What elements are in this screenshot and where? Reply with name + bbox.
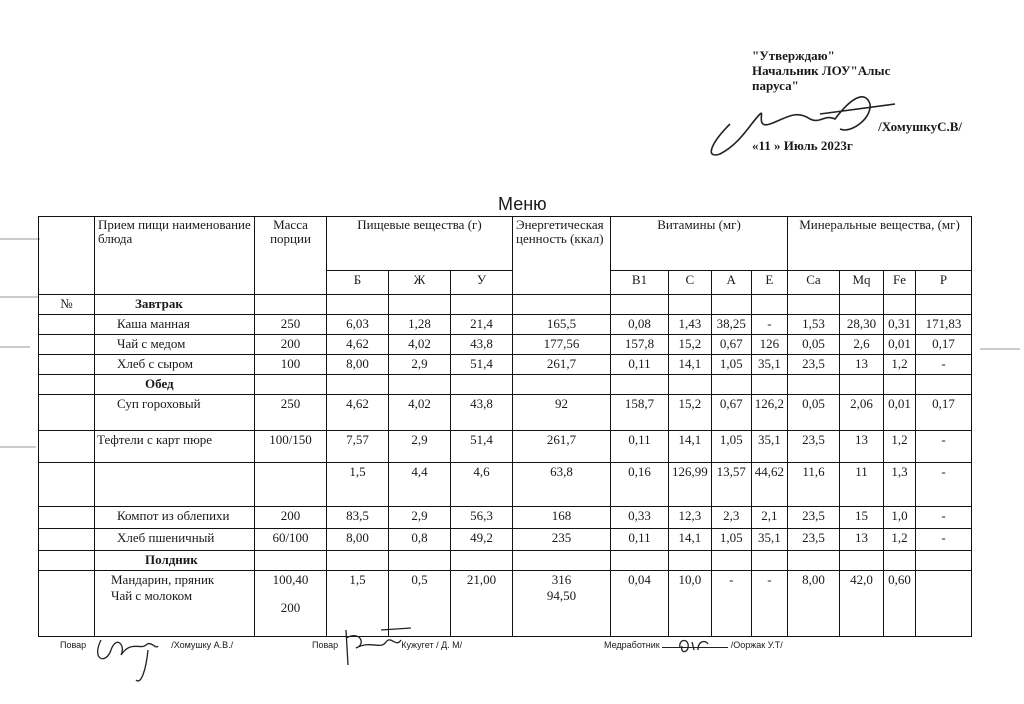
cell-p: 0,17	[916, 395, 972, 431]
approval-line-2: Начальник ЛОУ"Алыс	[752, 63, 891, 78]
cell-c: 12,3	[669, 507, 712, 529]
cell-ca: 23,5	[788, 529, 840, 551]
cell-b: 8,00	[327, 529, 389, 551]
cell-name: Хлеб с сыром	[95, 355, 255, 375]
approval-signer: /ХомушкуС.В/	[878, 119, 962, 134]
header-vitamins: Витамины (мг)	[611, 217, 788, 271]
snack-name-2: Чай с молоком	[111, 588, 193, 603]
cell-b: 4,62	[327, 395, 389, 431]
snack-b: 1,5	[327, 571, 389, 637]
cell-e: 126,2	[751, 395, 787, 431]
snack-name-1: Мандарин, пряник	[111, 572, 215, 587]
nurse-signature	[676, 634, 716, 656]
header-minerals: Минеральные вещества, (мг)	[788, 217, 972, 271]
cell-e: 35,1	[751, 529, 787, 551]
cell-ca: 23,5	[788, 507, 840, 529]
snack-c: 10,0	[669, 571, 712, 637]
cell-e: 35,1	[751, 355, 787, 375]
table-row	[39, 395, 972, 431]
cell-mq: 13	[840, 355, 884, 375]
cell-ca: 1,53	[788, 315, 840, 335]
approval-line-1: "Утверждаю"	[752, 48, 835, 63]
cell-fe: 1,2	[884, 431, 916, 463]
snack-fe: 0,60	[884, 571, 916, 637]
cell-u: 21,4	[451, 315, 513, 335]
cell-mq: 13	[840, 529, 884, 551]
cell-b1: 0,11	[611, 529, 669, 551]
table-row	[39, 431, 972, 463]
cell-e: 44,62	[751, 463, 787, 507]
cell-zh: 2,9	[389, 431, 451, 463]
cell-u: 51,4	[451, 355, 513, 375]
cell-fe: 0,01	[884, 335, 916, 355]
cell-ca: 23,5	[788, 431, 840, 463]
cell-b: 1,5	[327, 463, 389, 507]
snack-mass	[255, 571, 327, 637]
cell-name: Компот из облепихи	[95, 507, 255, 529]
table-row-snack	[39, 571, 972, 637]
cook2-signature	[336, 620, 416, 680]
menu-table	[38, 216, 972, 637]
cell-energy: 177,56	[513, 335, 611, 355]
snack-zh: 0,5	[389, 571, 451, 637]
cell-p: -	[916, 463, 972, 507]
cell-fe: 1,0	[884, 507, 916, 529]
section-lunch: Обед	[95, 375, 255, 395]
cell-u: 4,6	[451, 463, 513, 507]
cell-mass: 100/150	[255, 431, 327, 463]
row-num-cell	[39, 507, 95, 529]
subheader-b: Б	[327, 271, 389, 295]
cell-mq: 2,6	[840, 335, 884, 355]
snack-energy-2: 94,50	[546, 588, 577, 603]
cell-zh: 4,4	[389, 463, 451, 507]
cell-e: -	[751, 315, 787, 335]
cell-p: -	[916, 529, 972, 551]
row-num-cell	[39, 395, 95, 431]
cell-energy: 92	[513, 395, 611, 431]
cell-mass: 200	[255, 507, 327, 529]
cell-fe: 0,01	[884, 395, 916, 431]
cell-mass: 200	[255, 335, 327, 355]
cell-c: 126,99	[669, 463, 712, 507]
snack-mq: 42,0	[840, 571, 884, 637]
table-row	[39, 507, 972, 529]
cell-mass: 250	[255, 315, 327, 335]
cell-c: 14,1	[669, 355, 712, 375]
cell-b: 6,03	[327, 315, 389, 335]
cell-u: 51,4	[451, 431, 513, 463]
cell-a: 13,57	[711, 463, 751, 507]
cell-mq: 15	[840, 507, 884, 529]
subheader-fe: Fe	[884, 271, 916, 295]
snack-p	[916, 571, 972, 637]
table-row	[39, 315, 972, 335]
header-energy: Энергетическая ценность (ккал)	[513, 217, 611, 295]
cell-b1: 157,8	[611, 335, 669, 355]
table-row	[39, 529, 972, 551]
cell-u: 56,3	[451, 507, 513, 529]
cell-b1: 0,08	[611, 315, 669, 335]
cell-name: Хлеб пшеничный	[95, 529, 255, 551]
cell-zh: 0,8	[389, 529, 451, 551]
cell-mass: 60/100	[255, 529, 327, 551]
cell-a: 1,05	[711, 529, 751, 551]
table-row	[39, 335, 972, 355]
cell-a: 0,67	[711, 395, 751, 431]
header-meal: Прием пищи наименование блюда	[95, 217, 255, 295]
header-nutrients: Пищевые вещества (г)	[327, 217, 513, 271]
cell-p: -	[916, 507, 972, 529]
cell-mass	[255, 463, 327, 507]
subheader-b1: B1	[611, 271, 669, 295]
cell-b: 83,5	[327, 507, 389, 529]
table-row	[39, 463, 972, 507]
cell-a: 1,05	[711, 431, 751, 463]
nurse-label: Медработник	[604, 640, 660, 650]
cell-b1: 0,11	[611, 431, 669, 463]
subheader-u: У	[451, 271, 513, 295]
cell-e: 2,1	[751, 507, 787, 529]
subheader-a: A	[711, 271, 751, 295]
cell-b1: 0,16	[611, 463, 669, 507]
cell-e: 126	[751, 335, 787, 355]
cell-c: 14,1	[669, 431, 712, 463]
subheader-c: C	[669, 271, 712, 295]
cell-ca: 11,6	[788, 463, 840, 507]
subheader-mq: Mq	[840, 271, 884, 295]
cell-mq: 11	[840, 463, 884, 507]
cook1-signature	[86, 620, 176, 690]
cell-mass: 250	[255, 395, 327, 431]
cell-energy: 63,8	[513, 463, 611, 507]
cell-a: 0,67	[711, 335, 751, 355]
approval-date: «11 » Июль 2023г	[752, 138, 853, 153]
cell-ca: 23,5	[788, 355, 840, 375]
subheader-ca: Ca	[788, 271, 840, 295]
row-num-cell	[39, 315, 95, 335]
nurse-name: /Ооржак У.Т/	[730, 640, 783, 650]
cell-zh: 4,02	[389, 335, 451, 355]
cell-name: Суп гороховый	[95, 395, 255, 431]
header-mass: Масса порции	[255, 217, 327, 295]
cell-mq: 13	[840, 431, 884, 463]
cell-fe: 1,2	[884, 529, 916, 551]
cell-zh: 2,9	[389, 355, 451, 375]
cell-b1: 0,33	[611, 507, 669, 529]
cell-mq: 28,30	[840, 315, 884, 335]
row-num-cell	[39, 431, 95, 463]
cell-c: 15,2	[669, 395, 712, 431]
cell-b1: 0,11	[611, 355, 669, 375]
cell-u: 43,8	[451, 395, 513, 431]
subheader-zh: Ж	[389, 271, 451, 295]
cell-name: Чай с медом	[95, 335, 255, 355]
cook1-label: Повар	[60, 640, 87, 650]
cell-b: 8,00	[327, 355, 389, 375]
cell-zh: 1,28	[389, 315, 451, 335]
cell-energy: 165,5	[513, 315, 611, 335]
cell-name: Каша манная	[95, 315, 255, 335]
cell-ca: 0,05	[788, 395, 840, 431]
snack-mass-2: 200	[280, 600, 301, 615]
snack-mass-1: 100,40	[272, 572, 309, 587]
subheader-e: E	[751, 271, 787, 295]
snack-u: 21,00	[451, 571, 513, 637]
table-row	[39, 355, 972, 375]
snack-energy-1: 316	[551, 572, 572, 587]
row-num-cell	[39, 335, 95, 355]
cell-c: 15,2	[669, 335, 712, 355]
snack-b1: 0,04	[611, 571, 669, 637]
approval-line-3: паруса"	[752, 78, 799, 93]
snack-a: -	[711, 571, 751, 637]
cell-zh: 2,9	[389, 507, 451, 529]
cell-fe: 0,31	[884, 315, 916, 335]
section-breakfast: Завтрак	[95, 295, 255, 315]
cell-a: 2,3	[711, 507, 751, 529]
cell-b: 7,57	[327, 431, 389, 463]
cell-name	[95, 463, 255, 507]
cell-name: Тефтели с карт пюре	[95, 431, 255, 463]
cell-a: 1,05	[711, 355, 751, 375]
cell-p: 0,17	[916, 335, 972, 355]
cell-c: 14,1	[669, 529, 712, 551]
cell-p: -	[916, 355, 972, 375]
cell-mass: 100	[255, 355, 327, 375]
cook1-name: /Хомушку А.В./	[171, 640, 234, 650]
header-num: №	[39, 295, 95, 315]
cell-energy: 168	[513, 507, 611, 529]
snack-e: -	[751, 571, 787, 637]
row-num-cell	[39, 463, 95, 507]
cell-ca: 0,05	[788, 335, 840, 355]
snack-ca: 8,00	[788, 571, 840, 637]
subheader-p: P	[916, 271, 972, 295]
cell-b1: 158,7	[611, 395, 669, 431]
header-num-empty	[39, 217, 95, 295]
page-title: Меню	[498, 194, 547, 214]
snack-energy	[513, 571, 611, 637]
cell-e: 35,1	[751, 431, 787, 463]
row-num-cell	[39, 355, 95, 375]
cell-fe: 1,2	[884, 355, 916, 375]
cell-mq: 2,06	[840, 395, 884, 431]
cell-c: 1,43	[669, 315, 712, 335]
cell-p: -	[916, 431, 972, 463]
cell-fe: 1,3	[884, 463, 916, 507]
row-num-cell	[39, 529, 95, 551]
cell-u: 43,8	[451, 335, 513, 355]
cell-p: 171,83	[916, 315, 972, 335]
cell-zh: 4,02	[389, 395, 451, 431]
cell-a: 38,25	[711, 315, 751, 335]
cell-energy: 261,7	[513, 431, 611, 463]
cook2-name: Кужугет / Д. М/	[401, 640, 463, 650]
cook2-label: Повар	[312, 640, 339, 650]
cell-u: 49,2	[451, 529, 513, 551]
director-signature	[700, 84, 900, 164]
section-snack: Полдник	[95, 551, 255, 571]
cell-energy: 261,7	[513, 355, 611, 375]
cell-energy: 235	[513, 529, 611, 551]
cell-b: 4,62	[327, 335, 389, 355]
